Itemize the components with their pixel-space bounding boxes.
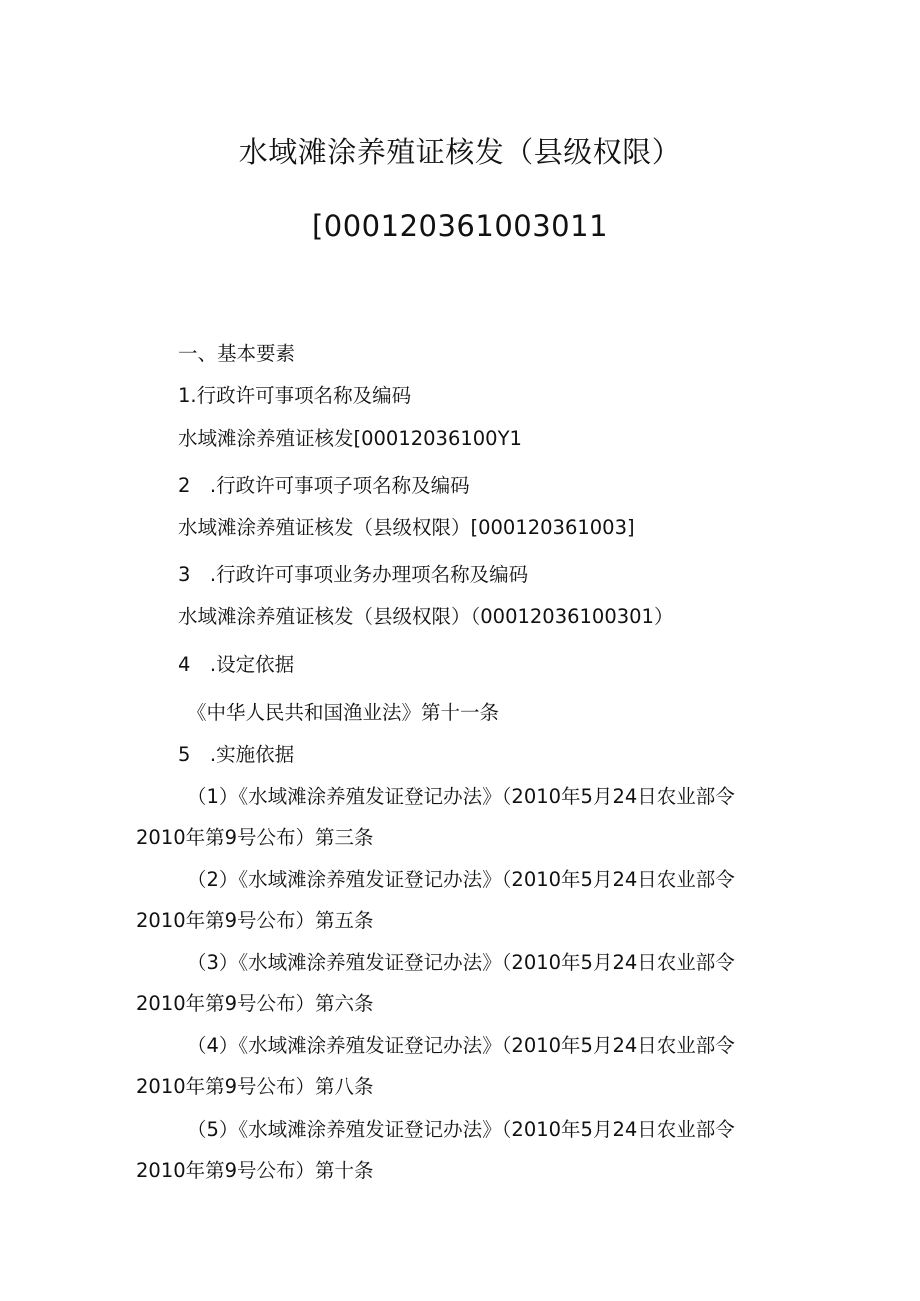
item1-heading: 1.行政许可事项名称及编码 bbox=[178, 384, 412, 407]
item4-value: 《中华人民共和国渔业法》第十一条 bbox=[187, 701, 500, 724]
basis-line: （5）《水域滩涂养殖发证登记办法》（2010年5月24日农业部令 bbox=[187, 1118, 735, 1141]
item3-heading: 3 .行政许可事项业务办理项名称及编码 bbox=[178, 563, 529, 586]
item2-heading: 2 .行政许可事项子项名称及编码 bbox=[178, 474, 470, 497]
basis-line-continued: 2010年第9号公布）第五条 bbox=[136, 909, 374, 932]
item1-value: 水域滩涂养殖证核发[00012036100Y1 bbox=[178, 427, 522, 450]
basis-line: （2）《水域滩涂养殖发证登记办法》（2010年5月24日农业部令 bbox=[187, 868, 735, 891]
item2-value: 水域滩涂养殖证核发（县级权限）[000120361003] bbox=[178, 516, 635, 539]
basis-line-continued: 2010年第9号公布）第三条 bbox=[136, 826, 374, 849]
basis-line-continued: 2010年第9号公布）第十条 bbox=[136, 1159, 374, 1182]
basis-line: （4）《水域滩涂养殖发证登记办法》（2010年5月24日农业部令 bbox=[187, 1034, 735, 1057]
basis-line-continued: 2010年第9号公布）第六条 bbox=[136, 992, 374, 1015]
basis-line: （3）《水域滩涂养殖发证登记办法》（2010年5月24日农业部令 bbox=[187, 951, 735, 974]
document-title: 水域滩涂养殖证核发（县级权限） bbox=[238, 135, 682, 169]
item4-heading: 4 .设定依据 bbox=[178, 653, 295, 676]
basis-line-continued: 2010年第9号公布）第八条 bbox=[136, 1075, 374, 1098]
section-heading: 一、基本要素 bbox=[178, 342, 296, 365]
basis-line: （1）《水域滩涂养殖发证登记办法》（2010年5月24日农业部令 bbox=[187, 785, 735, 808]
document-code: [000120361003011 bbox=[311, 209, 609, 243]
item3-value: 水域滩涂养殖证核发（县级权限）（00012036100301） bbox=[178, 605, 674, 628]
item5-heading: 5 .实施依据 bbox=[178, 743, 295, 766]
